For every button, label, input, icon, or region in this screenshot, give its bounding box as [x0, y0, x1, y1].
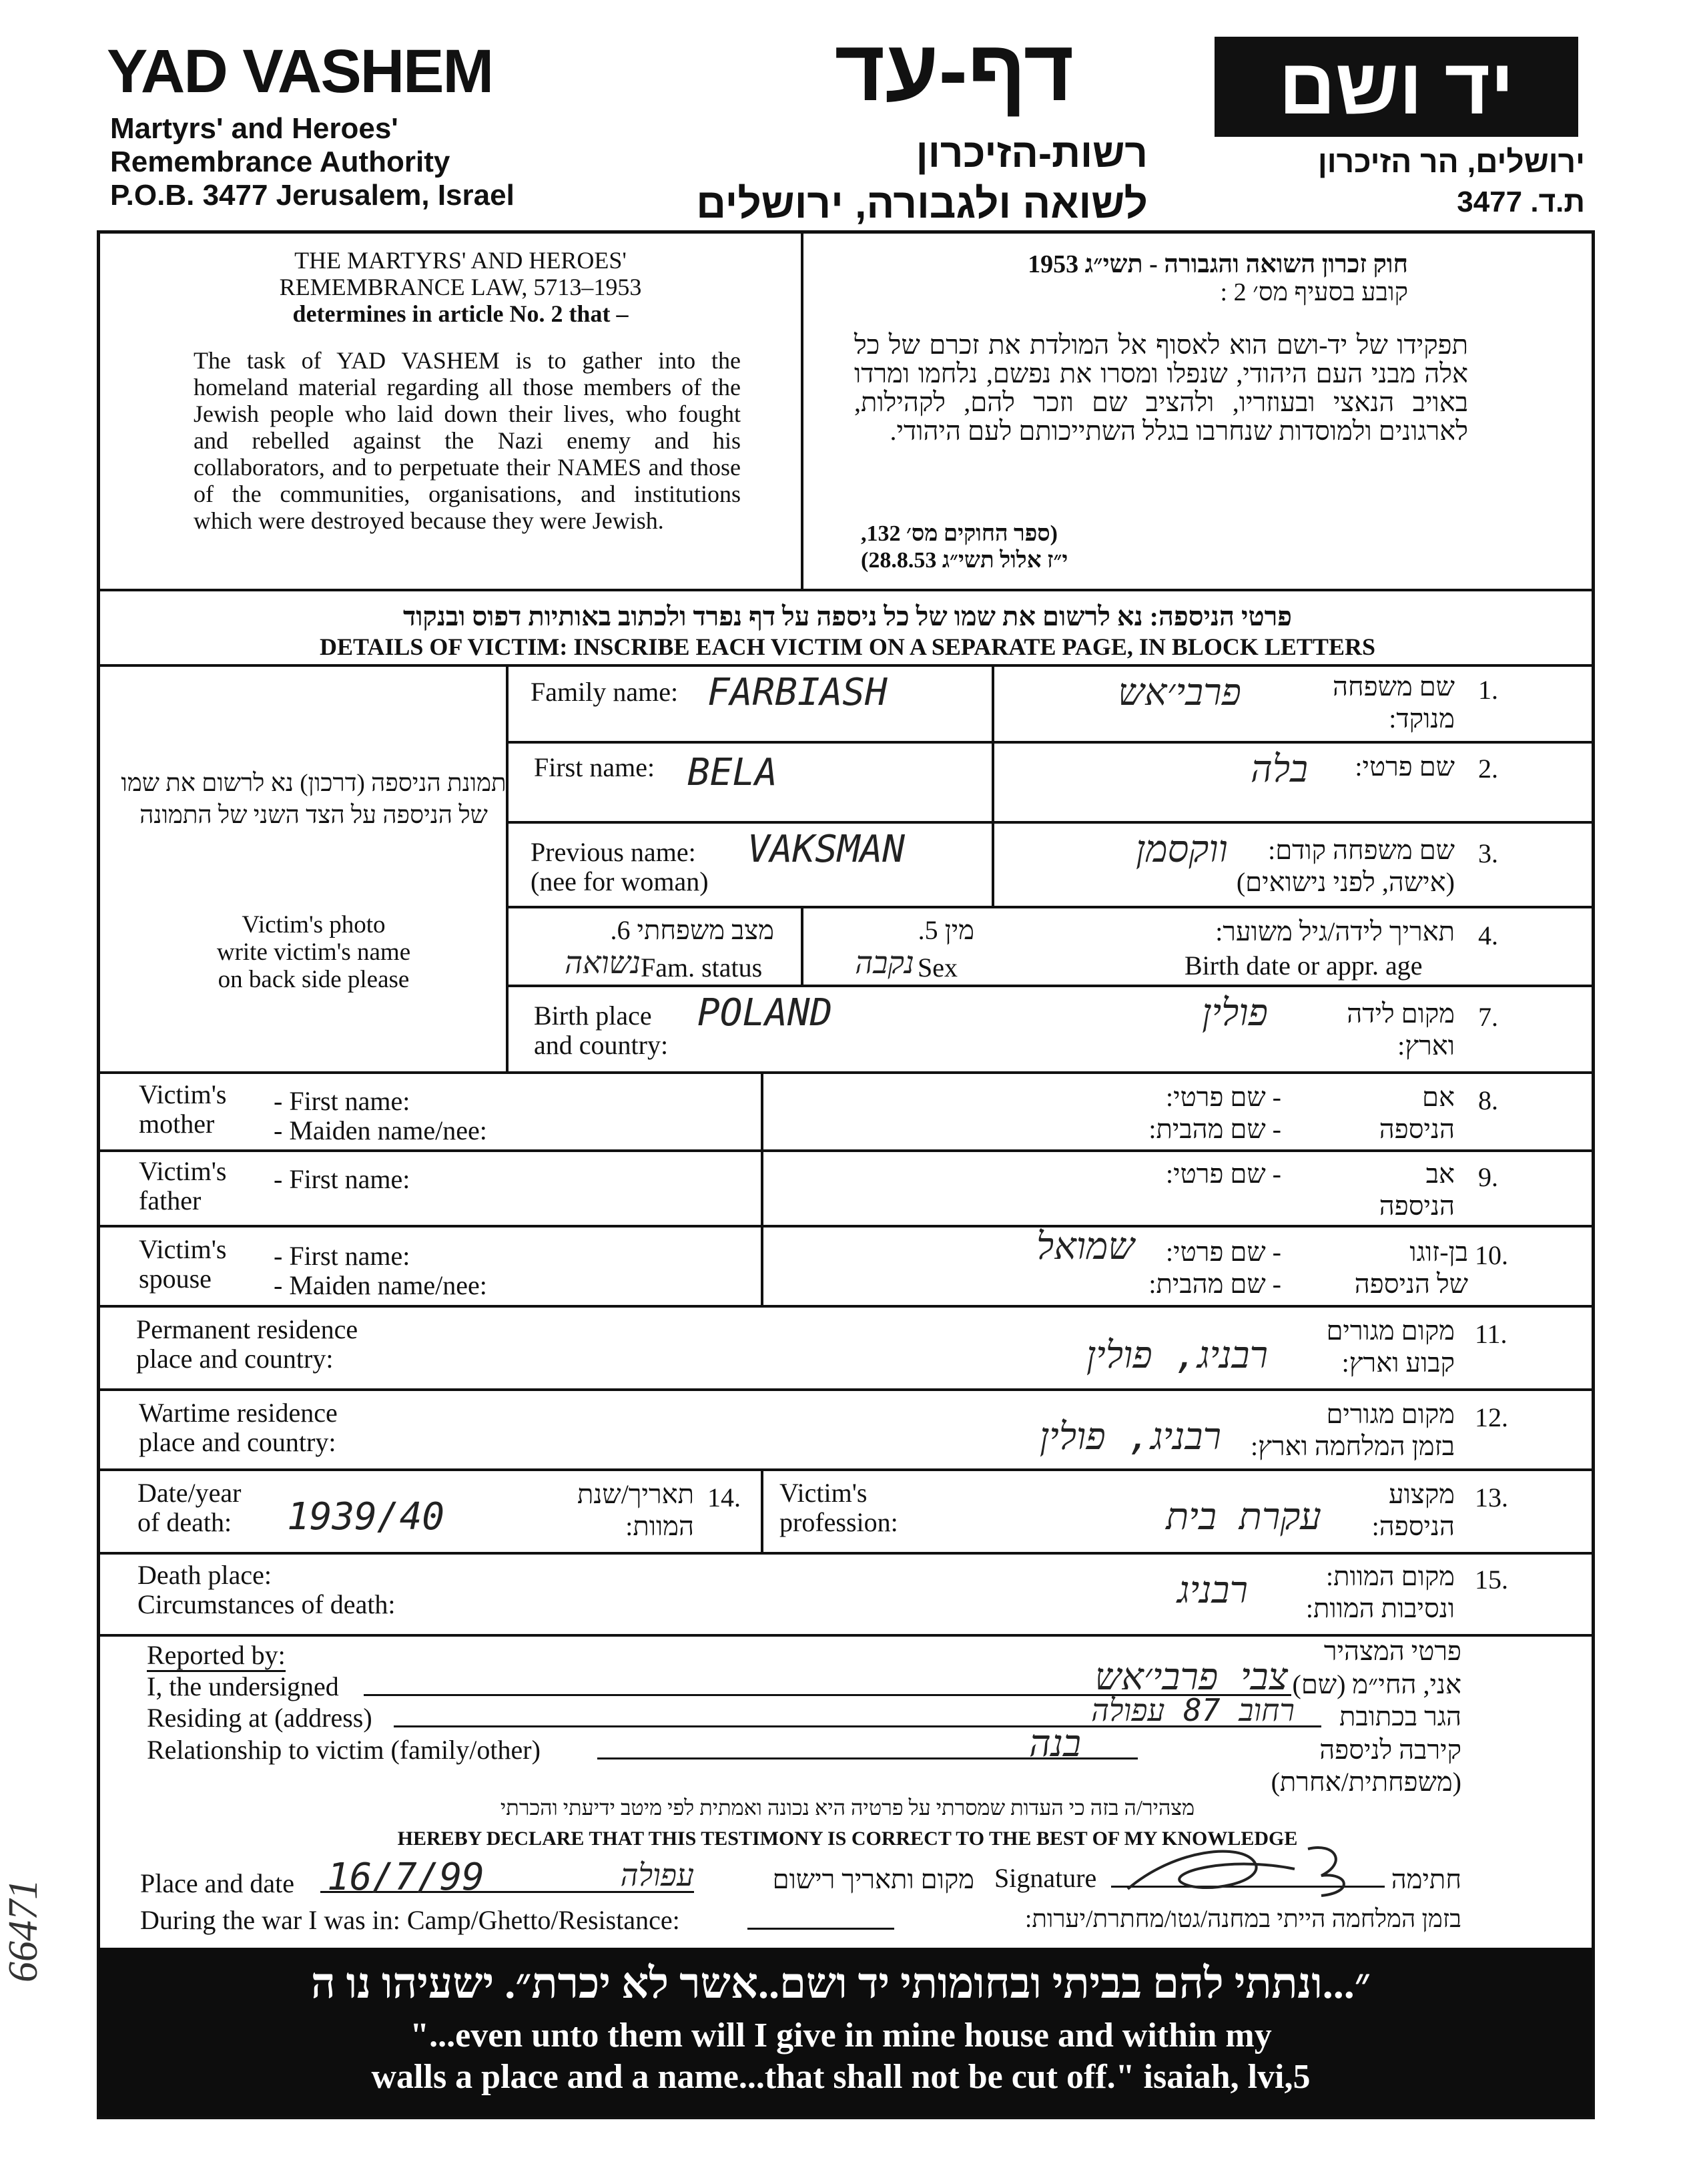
field-number: 3.: [1478, 838, 1498, 868]
undersigned-label-he: אני, החי״מ (שם): [1292, 1669, 1461, 1699]
spouse-label-he: בן-זוגו של הניספה: [1354, 1237, 1468, 1299]
mother-label: Victim's mother: [139, 1079, 227, 1139]
fam-status-label-he: מצב משפחתי 6.: [610, 915, 774, 945]
banner-verse-en-1: "...even unto them will I give in mine house and within my: [410, 2016, 1272, 2055]
relationship-field[interactable]: בנה: [1028, 1722, 1081, 1765]
sex-label-he: מין 5.: [918, 915, 974, 945]
birth-place-field[interactable]: POLAND: [697, 991, 833, 1035]
hebrew-authority-sub: לשואה ולגבורה, ירושלים: [696, 181, 1148, 227]
banner-verse-en-2: walls a place and a name...that shall not be cut off." isaiah, lvi,5: [371, 2058, 1311, 2096]
declaration-he: מצהיר/ה בזה כי העדות שמסרתי על פרטיה היא נכונה ואמתית לפי מיטב ידיעתי והכרתי: [500, 1796, 1195, 1820]
field-divider: [992, 665, 994, 906]
field-number: 10.: [1475, 1240, 1508, 1270]
declaration-en: HEREBY DECLARE THAT THIS TESTIMONY IS CORRECT TO THE BEST OF MY KNOWLEDGE: [397, 1828, 1298, 1850]
field-number: 13.: [1475, 1482, 1508, 1513]
birth-place-label: Birth place and country:: [534, 1001, 669, 1060]
law-title-en: THE MARTYRS' AND HEROES' REMEMBRANCE LAW, 5713–1953 determines in article No. 2 that –: [279, 247, 642, 327]
law-body-he: תפקידו של יד-ושם הוא לאסוף אל המולדת את זכרם של כל אלה מבני העם היהודי, שנפלו ומסרו את נפשם, נלחמו ומרדו באויב הנאצי ובעוזריו, ולהציב שם וזכר להם, לקהילות, לארגונים ולמוסדות שנחרבו בגלל השתייכותם לעם היהודי.: [854, 330, 1468, 446]
fam-status-label: Fam. status: [641, 952, 763, 983]
permanent-residence-label: Permanent residence place and country:: [136, 1314, 358, 1374]
war-location-label: During the war I was in: Camp/Ghetto/Resistance:: [140, 1905, 680, 1935]
field-number: 7.: [1478, 1002, 1498, 1032]
divider: [99, 1388, 1593, 1391]
spouse-label: Victim's spouse: [139, 1234, 227, 1294]
field-number: 4.: [1478, 920, 1498, 950]
address-label: Residing at (address): [147, 1703, 372, 1733]
death-date-label-he: תאריך/שנת המוות:: [577, 1479, 694, 1541]
place-date-label: Place and date: [140, 1868, 294, 1898]
photo-divider: [506, 665, 509, 1071]
section-title-he: פרטי הניספה: נא לרשום את שמו של כל ניספה על דף נפרד ולכתוב באותיות דפוס ובנקוד: [402, 601, 1293, 631]
hebrew-authority: רשות-הזיכרון: [916, 131, 1148, 176]
fam-status-field[interactable]: נשואה: [565, 944, 641, 981]
divider: [99, 1305, 1593, 1308]
address-line: P.O.B. 3477 Jerusalem, Israel: [110, 179, 515, 212]
war-location-line[interactable]: [747, 1928, 894, 1930]
death-date-field[interactable]: 1939/40: [287, 1495, 445, 1539]
signature-label: Signature: [994, 1863, 1097, 1893]
death-date-label: Date/year of death:: [137, 1478, 242, 1537]
divider: [99, 1225, 1593, 1227]
place-field[interactable]: עפולה: [620, 1857, 694, 1893]
logo-address: ירושלים, הר הזיכרון: [1317, 144, 1585, 179]
first-name-he-field[interactable]: בלה: [1251, 748, 1308, 791]
spouse-fields-label-he: - שם פרטי: - שם מהבית:: [1148, 1237, 1281, 1299]
profession-label: Victim's profession:: [779, 1478, 898, 1537]
place-date-label-he: מקום ותאריך רישום: [772, 1864, 974, 1894]
permanent-residence-label-he: מקום מגורים קבוע וארץ:: [1326, 1316, 1455, 1378]
mother-label-he: אם הניספה: [1379, 1082, 1455, 1144]
divider: [99, 1552, 1593, 1555]
divider: [99, 1468, 1593, 1471]
section-title-en: DETAILS OF VICTIM: INSCRIBE EACH VICTIM ON A SEPARATE PAGE, IN BLOCK LETTERS: [320, 633, 1375, 660]
field-number: 15.: [1475, 1565, 1508, 1595]
family-name-field[interactable]: FARBIASH: [707, 671, 888, 714]
logo-pob: ת.ד. 3477: [1457, 186, 1585, 218]
sex-label: Sex: [918, 952, 958, 983]
divider: [506, 985, 1593, 987]
birth-date-label-he: תאריך לידה/גיל משוער:: [1215, 916, 1455, 946]
reporter-title-he: פרטי המצהיר: [1323, 1636, 1461, 1666]
address-label-he: הגר בכתובת: [1339, 1701, 1461, 1731]
signature-scribble-icon: [1121, 1836, 1375, 1902]
place-date-field[interactable]: 16/7/99: [327, 1856, 485, 1899]
archive-number-stamp: 66471: [1, 1879, 46, 1982]
relationship-label-he: קירבה לניספה (משפחתית/אחרת): [1271, 1735, 1461, 1797]
father-first-name-label[interactable]: - First name:: [274, 1164, 410, 1194]
war-location-label-he: בזמן המלחמה הייתי במחנה/גטו/מחתרת/יערות:: [1025, 1906, 1461, 1933]
field-number: 1.: [1478, 675, 1498, 705]
photo-instruction-en[interactable]: Victim's photo write victim's name on back side please: [216, 911, 411, 993]
mother-fields-label-he: - שם פרטי: - שם מהבית:: [1148, 1082, 1281, 1144]
father-label-he: אב הניספה: [1379, 1159, 1455, 1221]
field-number: 11.: [1475, 1319, 1507, 1349]
signature-label-he: חתימה: [1391, 1864, 1461, 1894]
birth-place-label-he: מקום לידה וארץ:: [1347, 999, 1455, 1061]
field-number: 2.: [1478, 754, 1498, 784]
banner-verse-he: ״...ונתתי להם בביתי ובחומותי יד ושם..אשר לא יכרת״. ישעיהו נו ה: [310, 1960, 1371, 2007]
father-label: Victim's father: [139, 1156, 227, 1215]
divider: [506, 741, 1593, 744]
photo-instruction-he: תמונת הניספה (דרכון) נא לרשום את שמו של הניספה על הצד השני של התמונה: [121, 770, 507, 829]
field-divider: [801, 906, 803, 985]
profession-label-he: מקצוע הניספה:: [1371, 1479, 1455, 1541]
divider: [99, 589, 1593, 591]
birth-date-label[interactable]: Birth date or appr. age: [1185, 950, 1423, 981]
authority-line-1: Martyrs' and Heroes': [110, 112, 398, 145]
authority-line-2: Remembrance Authority: [110, 146, 450, 178]
first-name-field[interactable]: BELA: [687, 751, 777, 794]
first-name-label: First name:: [534, 752, 655, 782]
undersigned-label: I, the undersigned: [147, 1671, 339, 1701]
wartime-residence-field[interactable]: רבניג, פולין: [1039, 1415, 1221, 1458]
law-divider: [801, 232, 803, 589]
field-number: 9.: [1478, 1162, 1498, 1192]
spouse-first-name-field[interactable]: שמואל: [1036, 1225, 1134, 1268]
previous-name-field[interactable]: VAKSMAN: [747, 828, 906, 871]
family-name-label-he: שם משפחה מנוקד:: [1333, 671, 1455, 734]
field-number: 8.: [1478, 1085, 1498, 1115]
undersigned-field[interactable]: צבי פרבי׳אש: [1094, 1655, 1288, 1699]
relationship-label: Relationship to victim (family/other): [147, 1735, 541, 1765]
father-first-name-label-he: - שם פרטי:: [1166, 1159, 1281, 1189]
field-number: 14.: [707, 1482, 741, 1513]
previous-name-label: Previous name: (nee for woman): [531, 837, 709, 896]
field-number: 12.: [1475, 1402, 1508, 1432]
profession-field[interactable]: עקרת בית: [1166, 1495, 1321, 1539]
law-body-en: The task of YAD VASHEM is to gather into the homeland material regarding all those members of the Jewish people who laid down their lives, who fought and rebelled against the Nazi enemy and his collaborators, and to perpetuate their NAMES and those of the communities, organisations, and institutions which were destroyed because they were Jewish.: [194, 347, 741, 534]
death-place-field[interactable]: רבניג: [1177, 1569, 1248, 1612]
death-divider: [761, 1468, 763, 1552]
sex-field[interactable]: נקבה: [855, 944, 914, 981]
yad-vashem-title: YAD VASHEM: [107, 37, 493, 105]
wartime-residence-label: Wartime residence place and country:: [139, 1398, 338, 1457]
divider: [506, 906, 1593, 908]
birth-place-he-field[interactable]: פולין: [1202, 991, 1268, 1035]
reported-by-label: Reported by:: [147, 1641, 286, 1670]
mother-fields-label[interactable]: - First name: - Maiden name/nee:: [274, 1086, 487, 1145]
law-reference: (ספר החוקים מס׳ 132, י״ז אלול תשי״ג 28.8.53): [861, 521, 1068, 573]
divider: [506, 821, 1593, 824]
yad-vashem-logo: יד ושם: [1215, 37, 1578, 137]
family-name-he-field[interactable]: פרבי׳אש: [1118, 671, 1241, 714]
death-place-label-he: מקום המוות: ונסיבות המוות:: [1305, 1561, 1455, 1623]
divider: [99, 664, 1593, 667]
divider: [99, 1149, 1593, 1152]
divider: [99, 1071, 1593, 1074]
death-place-label: Death place: Circumstances of death:: [137, 1560, 396, 1619]
spouse-fields-label[interactable]: - First name: - Maiden name/nee:: [274, 1241, 487, 1300]
relatives-divider: [761, 1071, 763, 1305]
family-name-label: Family name:: [531, 677, 679, 707]
first-name-label-he: שם פרטי:: [1355, 752, 1455, 782]
address-field[interactable]: רחוב 87 עפולה: [1091, 1692, 1295, 1728]
wartime-residence-label-he: מקום מגורים בזמן המלחמה וארץ:: [1251, 1399, 1455, 1461]
permanent-residence-field[interactable]: רבניג, פולין: [1086, 1334, 1268, 1377]
previous-name-he-field[interactable]: ווקסמן: [1136, 828, 1228, 871]
law-title-he: חוק זכרון השואה והגבורה - תשי״ג 1953 קובע בסעיף מס׳ 2 :: [1028, 250, 1408, 306]
previous-name-label-he: שם משפחה קודם: (אישה, לפני נישואים): [1236, 835, 1455, 897]
hebrew-form-title: דף-עד: [834, 21, 1074, 119]
